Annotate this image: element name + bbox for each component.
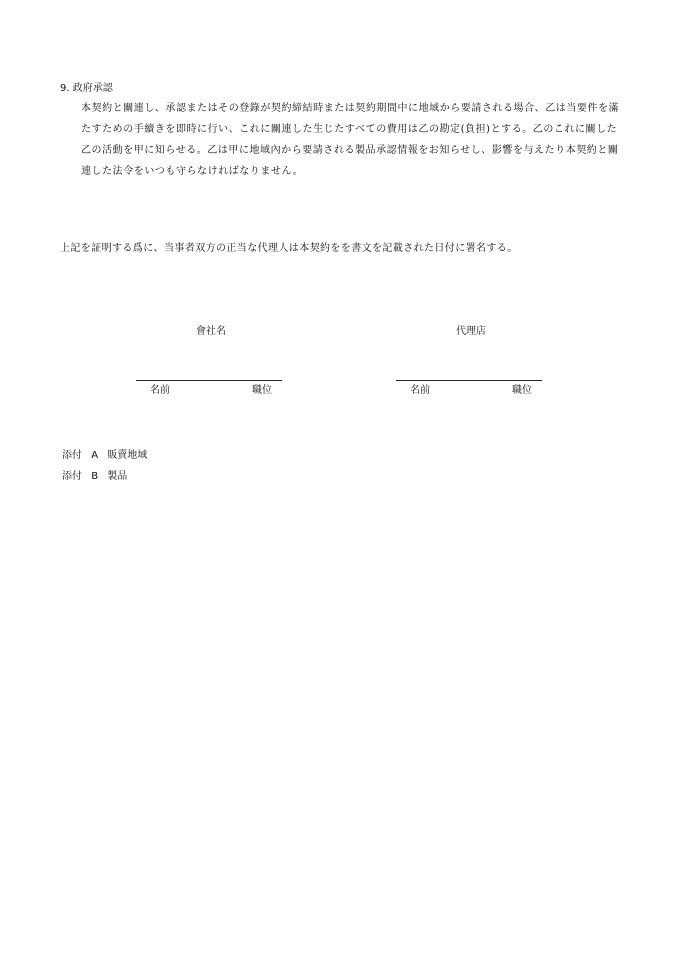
- title-label: 職位: [512, 385, 532, 396]
- attachment-prefix: 添付: [62, 471, 82, 482]
- party-name-agency: 代理店: [456, 326, 486, 337]
- signature-block-agency: [396, 325, 546, 405]
- name-label: 名前: [410, 385, 430, 396]
- name-label: 名前: [150, 385, 170, 396]
- attachments-list: [62, 445, 153, 487]
- signature-line: [136, 380, 282, 381]
- section-paragraph: [81, 98, 626, 182]
- attachment-title: 製品: [107, 471, 128, 482]
- attachment-item-b: [62, 466, 153, 487]
- section-paragraph-text: 本契約と關連し、承認またはその登錄が契約締結時または契約期間中に地域から要請される場合、乙は当要件を滿たすための手續きを即時に行い、これに關連した生じたすべての費用は乙の勘定(負担)とする。乙のこれに關した乙の活動を甲に知らせる。乙は甲に地域內から要請される製品承認情報をお知らせし、影響を与えたり本契約と關連した法令をいつも守らなければなりません。: [81, 103, 620, 177]
- signature-block-company: [136, 325, 286, 405]
- attachment-item-a: [62, 445, 153, 466]
- party-name-company: 會社名: [196, 326, 226, 337]
- attachment-letter: B: [91, 471, 99, 482]
- attachment-letter: A: [91, 450, 99, 461]
- attestation-statement: 上記を証明する爲に、当事者双方の正当な代理人は本契約をを書文を記載された日付に署名する。: [60, 243, 518, 254]
- signature-line: [396, 380, 542, 381]
- section-heading: 9. 政府承認: [60, 83, 113, 94]
- title-label: 職位: [252, 385, 272, 396]
- attachment-title: 販賣地域: [107, 450, 148, 461]
- attachment-prefix: 添付: [62, 450, 82, 461]
